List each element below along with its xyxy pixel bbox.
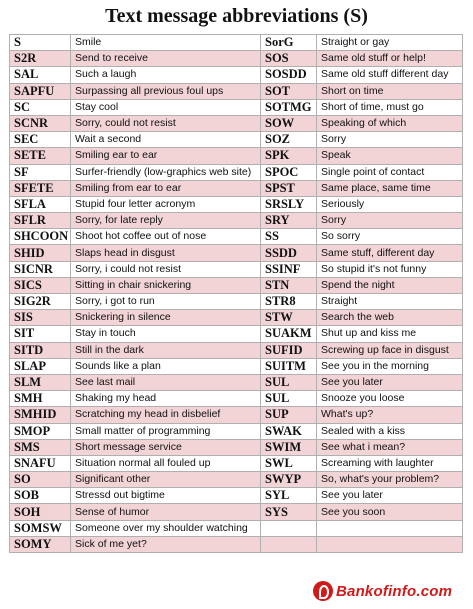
meaning-cell: Snickering in silence (71, 310, 261, 326)
abbreviation-cell: SSINF (261, 261, 317, 277)
abbreviation-cell: SOH (10, 504, 71, 520)
table-row (10, 148, 463, 164)
meaning-cell: Sorry, i could not resist (71, 261, 261, 277)
abbreviation-cell: SIS (10, 310, 71, 326)
abbreviation-cell: SS (261, 229, 317, 245)
abbreviation-cell: SHID (10, 245, 71, 261)
meaning-cell: Shaking my head (71, 391, 261, 407)
meaning-cell: Wait a second (71, 132, 261, 148)
meaning-cell: Surfer-friendly (low-graphics web site) (71, 164, 261, 180)
abbreviation-cell: SYS (261, 504, 317, 520)
meaning-cell: Sounds like a plan (71, 358, 261, 374)
table-row (10, 99, 463, 115)
meaning-cell: Speaking of which (317, 115, 463, 131)
abbreviation-cell: SCNR (10, 115, 71, 131)
meaning-cell: So, what's your problem? (317, 472, 463, 488)
abbreviation-cell: STN (261, 277, 317, 293)
abbreviation-cell: SEC (10, 132, 71, 148)
meaning-cell: Smile (71, 35, 261, 51)
abbreviation-cell: SYL (261, 488, 317, 504)
meaning-cell: Same old stuff or help! (317, 51, 463, 67)
abbreviation-cell: S2R (10, 51, 71, 67)
meaning-cell: Situation normal all fouled up (71, 455, 261, 471)
meaning-cell: What's up? (317, 407, 463, 423)
meaning-cell: Smiling ear to ear (71, 148, 261, 164)
meaning-cell: Small matter of programming (71, 423, 261, 439)
abbreviation-cell: SOT (261, 83, 317, 99)
abbreviation-cell: S (10, 35, 71, 51)
meaning-cell: So sorry (317, 229, 463, 245)
abbreviation-cell: SAL (10, 67, 71, 83)
abbreviation-cell: SIT (10, 326, 71, 342)
abbreviation-cell: SPK (261, 148, 317, 164)
table-row (10, 294, 463, 310)
abbreviation-cell: SO (10, 472, 71, 488)
meaning-cell: Surpassing all previous foul ups (71, 83, 261, 99)
table-row (10, 213, 463, 229)
meaning-cell: Screaming with laughter (317, 455, 463, 471)
abbreviation-cell: SFETE (10, 180, 71, 196)
table-row (10, 472, 463, 488)
abbreviation-cell: SICNR (10, 261, 71, 277)
meaning-cell: Same old stuff different day (317, 67, 463, 83)
meaning-cell: See what i mean? (317, 439, 463, 455)
meaning-cell: Sense of humor (71, 504, 261, 520)
meaning-cell: Sorry (317, 213, 463, 229)
abbreviation-cell: SUAKM (261, 326, 317, 342)
table-row (10, 520, 463, 536)
abbreviation-cell: SSDD (261, 245, 317, 261)
abbreviation-cell: SC (10, 99, 71, 115)
abbreviation-cell: SOW (261, 115, 317, 131)
abbreviation-cell: SHCOON (10, 229, 71, 245)
meaning-cell: Send to receive (71, 51, 261, 67)
table-row (10, 180, 463, 196)
meaning-cell: Sealed with a kiss (317, 423, 463, 439)
meaning-cell: Stay in touch (71, 326, 261, 342)
table-row (10, 358, 463, 374)
meaning-cell: Shut up and kiss me (317, 326, 463, 342)
meaning-cell: Same place, same time (317, 180, 463, 196)
table-row (10, 229, 463, 245)
abbreviation-cell: SPOC (261, 164, 317, 180)
abbreviation-cell: SIG2R (10, 294, 71, 310)
abbreviation-cell: SMOP (10, 423, 71, 439)
abbreviation-cell: SOMSW (10, 520, 71, 536)
meaning-cell: Someone over my shoulder watching (71, 520, 261, 536)
meaning-cell: Shoot hot coffee out of nose (71, 229, 261, 245)
abbreviation-cell: SICS (10, 277, 71, 293)
meaning-cell: Smiling from ear to ear (71, 180, 261, 196)
meaning-cell: Stay cool (71, 99, 261, 115)
table-row (10, 504, 463, 520)
meaning-cell: Sorry (317, 132, 463, 148)
table-row (10, 439, 463, 455)
abbreviation-cell: SOB (10, 488, 71, 504)
table-row (10, 35, 463, 51)
abbreviation-cell: SMH (10, 391, 71, 407)
abbreviation-cell: SOZ (261, 132, 317, 148)
table-row (10, 196, 463, 212)
meaning-cell: Short message service (71, 439, 261, 455)
abbreviation-cell: SRSLY (261, 196, 317, 212)
meaning-cell: Same stuff, different day (317, 245, 463, 261)
abbreviation-cell: SMHID (10, 407, 71, 423)
meaning-cell: Sorry, could not resist (71, 115, 261, 131)
meaning-cell: Single point of contact (317, 164, 463, 180)
meaning-cell: Straight or gay (317, 35, 463, 51)
table-row (10, 391, 463, 407)
abbreviation-cell: SFLR (10, 213, 71, 229)
meaning-cell: Snooze you loose (317, 391, 463, 407)
abbreviation-cell: SWIM (261, 439, 317, 455)
abbreviation-cell (261, 520, 317, 536)
meaning-cell: Slaps head in disgust (71, 245, 261, 261)
meaning-cell: Search the web (317, 310, 463, 326)
meaning-cell: Sorry, for late reply (71, 213, 261, 229)
abbreviation-cell: SUFID (261, 342, 317, 358)
abbreviation-cell: SOMY (10, 536, 71, 552)
abbreviation-cell: SUL (261, 374, 317, 390)
logo-icon (313, 581, 333, 601)
abbreviation-cell: SWL (261, 455, 317, 471)
meaning-cell: Scratching my head in disbelief (71, 407, 261, 423)
abbreviation-cell: SWYP (261, 472, 317, 488)
meaning-cell: See you later (317, 488, 463, 504)
abbreviation-cell: SOS (261, 51, 317, 67)
abbreviation-cell: SF (10, 164, 71, 180)
logo-text: Bankofinfo.com (336, 582, 453, 600)
abbreviation-cell (261, 536, 317, 552)
abbreviation-cell: SOTMG (261, 99, 317, 115)
abbreviation-cell: SETE (10, 148, 71, 164)
meaning-cell: Sick of me yet? (71, 536, 261, 552)
meaning-cell: Short on time (317, 83, 463, 99)
meaning-cell: Stupid four letter acronym (71, 196, 261, 212)
abbreviation-cell: SMS (10, 439, 71, 455)
abbreviation-cell: SAPFU (10, 83, 71, 99)
table-row (10, 245, 463, 261)
abbreviation-cell: STW (261, 310, 317, 326)
meaning-cell: Straight (317, 294, 463, 310)
table-row (10, 326, 463, 342)
meaning-cell: Significant other (71, 472, 261, 488)
meaning-cell: See you later (317, 374, 463, 390)
abbreviation-cell: SNAFU (10, 455, 71, 471)
table-row (10, 67, 463, 83)
table-row (10, 423, 463, 439)
table-row (10, 374, 463, 390)
table-row (10, 455, 463, 471)
meaning-cell: See you in the morning (317, 358, 463, 374)
abbreviation-cell: SFLA (10, 196, 71, 212)
table-row (10, 277, 463, 293)
table-row (10, 488, 463, 504)
meaning-cell: Screwing up face in disgust (317, 342, 463, 358)
abbreviation-cell: SUL (261, 391, 317, 407)
abbreviation-cell: SPST (261, 180, 317, 196)
table-row (10, 115, 463, 131)
meaning-cell: Sitting in chair snickering (71, 277, 261, 293)
abbreviation-table (9, 34, 463, 553)
abbreviation-table-body (10, 35, 463, 553)
abbreviation-cell: SLAP (10, 358, 71, 374)
abbreviation-cell: SRY (261, 213, 317, 229)
abbreviation-cell: SWAK (261, 423, 317, 439)
table-row (10, 342, 463, 358)
table-row (10, 51, 463, 67)
meaning-cell (317, 536, 463, 552)
meaning-cell: Such a laugh (71, 67, 261, 83)
meaning-cell: Still in the dark (71, 342, 261, 358)
abbreviation-cell: SorG (261, 35, 317, 51)
meaning-cell: See you soon (317, 504, 463, 520)
meaning-cell: Spend the night (317, 277, 463, 293)
meaning-cell (317, 520, 463, 536)
meaning-cell: Sorry, i got to run (71, 294, 261, 310)
abbreviation-cell: SITD (10, 342, 71, 358)
table-row (10, 310, 463, 326)
table-row (10, 83, 463, 99)
table-row (10, 407, 463, 423)
meaning-cell: Seriously (317, 196, 463, 212)
table-row (10, 536, 463, 552)
table-row (10, 164, 463, 180)
meaning-cell: Stressd out bigtime (71, 488, 261, 504)
abbreviation-cell: SLM (10, 374, 71, 390)
abbreviation-cell: SUP (261, 407, 317, 423)
table-row (10, 261, 463, 277)
site-logo[interactable] (313, 580, 452, 602)
meaning-cell: Speak (317, 148, 463, 164)
page-title: Text message abbreviations (S) (105, 5, 368, 27)
table-row (10, 132, 463, 148)
meaning-cell: See last mail (71, 374, 261, 390)
abbreviation-cell: SUITM (261, 358, 317, 374)
abbreviation-cell: SOSDD (261, 67, 317, 83)
abbreviation-cell: STR8 (261, 294, 317, 310)
meaning-cell: Short of time, must go (317, 99, 463, 115)
meaning-cell: So stupid it's not funny (317, 261, 463, 277)
